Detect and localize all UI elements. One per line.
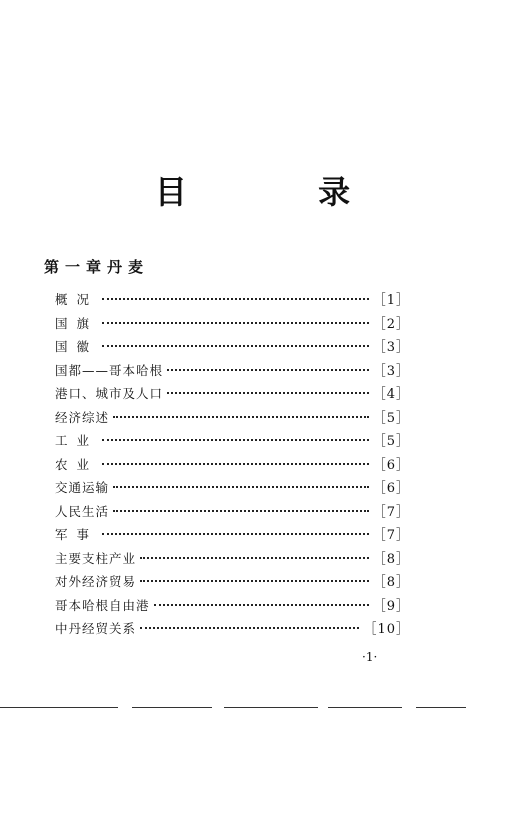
toc-entry[interactable] [55,288,410,312]
toc-entry-label: 哥本哈根自由港 [55,597,150,613]
toc-entry-label: 中丹经贸关系 [55,621,137,636]
toc-entry[interactable] [55,382,410,406]
dot-leader [102,322,369,324]
dot-leader [102,533,369,535]
toc-entry-page: ［10］ [363,622,410,637]
dot-leader [102,345,369,347]
toc-entry-label: 概况 [55,292,99,307]
toc-entry-page: ［8］ [372,575,410,590]
bottom-rule [0,707,466,708]
toc-entry-page: ［4］ [372,387,410,402]
toc-entry-page: ［6］ [372,457,410,473]
toc-entry-label: 对外经济贸易 [55,574,137,589]
toc-entry-label: 军事 [55,527,99,542]
toc-entry[interactable] [55,523,410,547]
toc-entry-label: 港口、城市及人口 [55,386,164,401]
toc-entry-page: ［1］ [372,293,410,308]
toc-entry-page: ［5］ [372,434,410,449]
toc-entry[interactable] [55,476,410,500]
page-number: ·1· [362,650,378,664]
toc-entry-page: ［9］ [372,598,410,614]
dot-leader [113,416,369,418]
toc-entry-page: ［5］ [372,410,410,426]
dot-leader [102,463,369,465]
dot-leader [140,580,369,582]
toc-entry[interactable] [55,594,410,618]
toc-entry-page: ［7］ [372,504,410,520]
rule-gap [318,705,328,710]
toc-entry[interactable] [55,500,410,524]
dot-leader [154,604,369,606]
toc-entry-label: 国都——哥本哈根 [55,362,164,378]
toc-entry-label: 农业 [55,456,99,472]
toc-entry-page: ［3］ [372,340,410,355]
toc-entry[interactable] [55,570,410,594]
toc-entry[interactable] [55,617,410,641]
toc-entry-label: 经济综述 [55,409,110,425]
toc-entry-label: 工业 [55,433,99,448]
toc-entry[interactable] [55,359,410,383]
dot-leader [113,486,369,488]
toc-entry-label: 交通运输 [55,480,110,495]
page-title: 目 录 [154,173,411,211]
dot-leader [140,627,359,629]
toc-entry-label: 国徽 [55,339,99,354]
table-of-contents [55,288,410,641]
toc-entry[interactable] [55,406,410,430]
rule-gap [118,705,132,710]
toc-entry[interactable] [55,453,410,477]
toc-entry-page: ［2］ [372,316,410,332]
dot-leader [113,510,369,512]
dot-leader [102,439,369,441]
toc-entry-label: 国旗 [55,315,99,331]
toc-entry[interactable] [55,335,410,359]
dot-leader [102,298,369,300]
toc-entry-page: ［3］ [372,363,410,379]
toc-entry[interactable] [55,312,410,336]
dot-leader [167,392,369,394]
toc-entry-page: ［6］ [372,481,410,496]
chapter-heading: 第一章丹麦 [44,258,150,276]
toc-entry-label: 人民生活 [55,503,110,519]
dot-leader [167,369,369,371]
toc-entry-page: ［8］ [372,551,410,567]
toc-entry[interactable] [55,429,410,453]
toc-entry[interactable] [55,547,410,571]
toc-entry-label: 主要支柱产业 [55,550,137,566]
rule-gap [402,705,416,710]
rule-gap [212,705,224,710]
toc-entry-page: ［7］ [372,528,410,543]
dot-leader [140,557,369,559]
